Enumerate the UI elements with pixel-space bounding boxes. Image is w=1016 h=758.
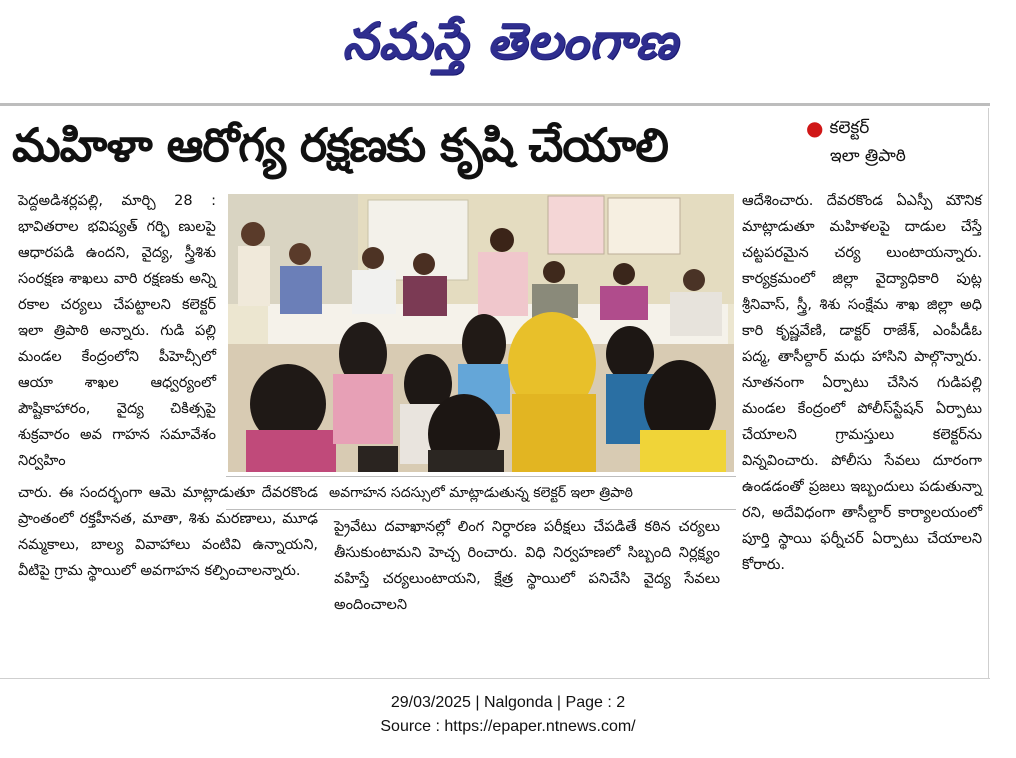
article-column-right [742, 188, 982, 668]
masthead-divider [0, 103, 990, 106]
bullet-icon: ● [806, 116, 824, 140]
news-photo [228, 194, 734, 472]
article-headline: మహిళా ఆరోగ్య రక్షణకు కృషి చేయాలి [12, 118, 668, 172]
meeting-photo-illustration [228, 194, 734, 472]
article-paragraph-4: ఆదేశించారు. దేవరకొండ ఏఎస్పీ మౌనిక మాట్లాడుతూ మహిళలపై దాడుల చేస్తే చట్టపరమైన చర్య లుంటాయన్నారు. కార్యక్రమంలో జిల్లా వైద్యాధికారి పుట్ల శ్రీనివాస్, స్త్రీ, శిశు సంక్షేమ శాఖ జిల్లా అధి కారి కృష్ణవేణి, డాక్టర్ రాజేశ్, ఎంపీడీఓ పద్మ, తాసీల్దార్ మధు హాసిని పాల్గొన్నారు. నూతనంగా ఏర్పాటు చేసిన గుడిపల్లి మండల కేంద్రంలో పోలీస్‌స్టేషన్ ఏర్పాటు చేయాలని గ్రామస్తులు కలెక్టర్‌ను విన్నవించారు. పోలీసు సేవలు దూరంగా ఉండడంతో ప్రజలు ఇబ్బందులు పడుతున్నా రని, అదేవిధంగా తాసీల్దార్ కార్యాలయంలో పూర్తి స్థాయి ఫర్నీచర్ ఏర్పాటు చేయాలని కోరారు. [742, 193, 982, 573]
photo-caption: అవగాహన సదస్సులో మాట్లాడుతున్న కలెక్టర్ ఇలా త్రిపాఠి [329, 485, 633, 501]
newspaper-logo: నమస్తే తెలంగాణ [342, 12, 678, 70]
article-paragraph-1: పెద్దఅడిశర్లపల్లి, మార్చి 28 : భావితరాల భవిష్యత్ గర్భి ణులపై ఆధారపడి ఉందని, వైద్య, స్త్రీశిశు సంరక్షణ శాఖలు వారి రక్షణకు అన్ని రకాల చర్యలు చేపట్టాలని కలెక్టర్ ఇలా త్రిపాఠి అన్నారు. గుడి పల్లి మండల కేంద్రంలోని పీహెచ్సీలో ఆయా శాఖల ఆధ్వర్యంలో పౌష్టికాహారం, వైద్య చికిత్సపై శుక్రవారం అవ గాహన సమావేశం నిర్వహిం [18, 193, 216, 469]
article-paragraph-3: ప్రైవేటు దవాఖానల్లో లింగ నిర్ధారణ పరీక్షలు చేపడితే కఠిన చర్యలు తీసుకుంటామని హెచ్చ రించారు. విధి నిర్వహణలో సిబ్బంది నిర్లక్ష్యం వహిస్తే చర్యలుంటాయని, క్షేత్ర స్థాయిలో పనిచేసి వైద్య సేవలు అందించాలని [334, 519, 720, 613]
article-column-middle [334, 514, 720, 664]
byline-line-2: ఇలా త్రిపాఠి [830, 146, 906, 166]
column-divider [988, 108, 989, 678]
source-link[interactable]: Source : https://epaper.ntnews.com/ [380, 718, 636, 735]
masthead [0, 0, 1016, 96]
byline-line-1: కలెక్టర్ [829, 118, 870, 138]
publication-info: 29/03/2025 | Nalgonda | Page : 2 [390, 694, 626, 711]
headline-byline [806, 114, 986, 178]
article-paragraph-2: చారు. ఈ సందర్భంగా ఆమె మాట్లాడుతూ దేవరకొండ ప్రాంతంలో రక్తహీనత, మాతా, శిశు మరణాలు, మూఢ నమ్మకాలు, బాల్య వివాహాలు వంటివి ఉన్నాయని, వీటిపై గ్రామ స్థాయిలో అవగాహన కల్పించాలన్నారు. [18, 485, 318, 579]
footer-divider [0, 678, 990, 679]
photo-caption-box [226, 476, 736, 510]
